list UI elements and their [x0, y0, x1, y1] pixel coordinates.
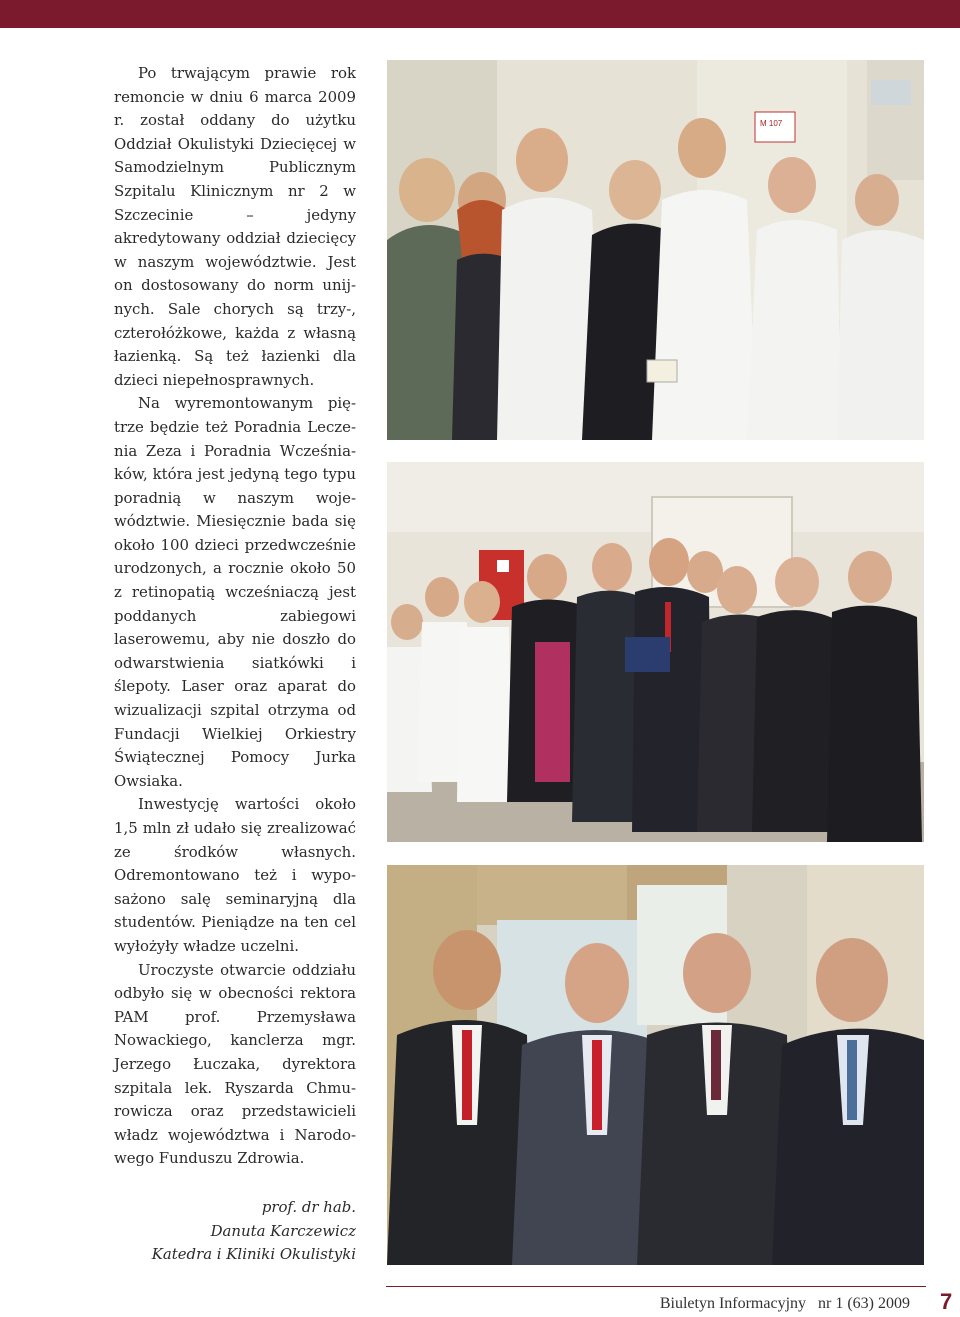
photo-officials — [387, 865, 924, 1265]
publication-title: Biuletyn Informacyjny — [659, 1295, 807, 1312]
article-paragraph-3: Inwestycję wartości około 1,5 mln zł udało się zrealizować ze środków własnych. Odremontowano też i wyposażono salę seminaryjną dla studentów. Pieniądze na ten cel wyłożyły władze uczelni. — [114, 795, 356, 955]
photo-officials-illustration — [387, 865, 924, 1265]
top-accent-bar — [0, 0, 960, 28]
author-signature — [152, 1196, 356, 1267]
photo-ceremony-speech — [387, 462, 924, 842]
article-paragraph-1: Po trwającym prawie rok remoncie w dniu 6 marca 2009 r. został oddany do użytku Oddział Okulistyki Dziecięcej w Samodzielnym Publicznym Szpitalu Klinicznym nr 2 w Szczecinie – jedyny akredytowany oddział dziecięcy w naszym województwie. Jest on dostosowany do norm unijnych. Sale chorych są trzy-, czterołóżkowe, każda z własną łazienką. Są też łazienki dla dzieci niepełnosprawnych. — [114, 64, 356, 389]
author-name: Danuta Karczewicz — [210, 1221, 356, 1240]
author-affiliation: Katedra i Kliniki Okulistyki — [151, 1245, 356, 1264]
photo-ceremony-illustration — [387, 462, 924, 842]
footer-divider — [386, 1286, 926, 1287]
door-sign-text: M 107 — [760, 119, 783, 128]
page-footer — [660, 1292, 910, 1316]
issue-label: nr 1 (63) 2009 — [818, 1295, 910, 1312]
photo-staff-group-illustration — [387, 60, 924, 440]
page-number: 7 — [940, 1289, 953, 1314]
article-paragraph-4: Uroczyste otwarcie oddziału odbyło się w obecności rektora PAM prof. Przemysława Nowackiego, kanclerza mgr. Jerzego Łuczaka, dyrektora szpitala lek. Ryszarda Chmurowicza oraz przedstawicieli władz województwa i Narodowego Funduszu Zdrowia. — [114, 960, 356, 1168]
photo-staff-group — [387, 60, 924, 440]
article-paragraph-2: Na wyremontowanym piętrze będzie też Poradnia Leczenia Zeza i Poradnia Wcześniaków, która jest jedyną tego typu poradnią w naszym województwie. Miesięcznie bada się około 100 dzieci przedwcześnie urodzonych, a rocznie około 50 z retinopatią wcześniaczą jest poddanych zabiegowi laserowemu, aby nie doszło do odwarstwienia siatkówki i ślepoty. Laser oraz aparat do wizualizacji szpital otrzyma od Fundacji Wielkiej Orkiestry Świątecznej Pomocy Jurka Owsiaka. — [114, 394, 356, 790]
article-text — [114, 62, 356, 1171]
author-title: prof. dr hab. — [261, 1198, 356, 1216]
